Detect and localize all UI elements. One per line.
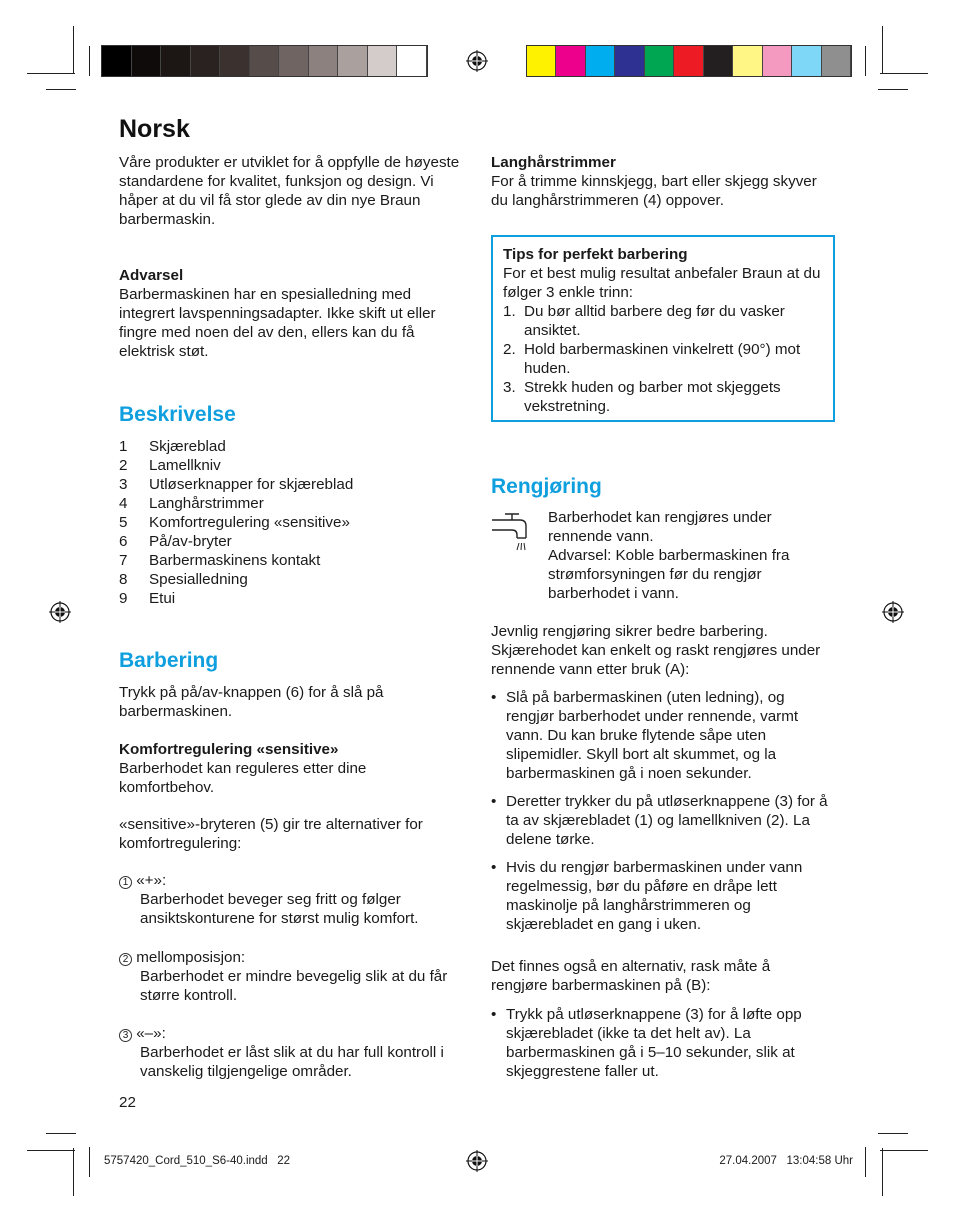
registration-mark-icon: [49, 601, 71, 623]
list-item: [119, 551, 459, 570]
barbering-text: Trykk på på/av-knappen (6) for å slå på barbermaskinen.: [119, 684, 384, 720]
list-item: [491, 1005, 836, 1081]
option-text: Barberhodet beveger seg fritt og følger ansiktskonturene for størst mulig komfort.: [140, 891, 419, 927]
rengjoring-para1: Jevnlig rengjøring sikrer bedre barbering. Skjærehodet kan enkelt og raskt rengjøres under rennende vann etter bruk (A):: [491, 623, 821, 678]
bullet-list-a: [491, 688, 836, 943]
item-number: 1: [119, 438, 128, 455]
rengjoring-icon-text: [548, 508, 828, 603]
item-label: Skjæreblad: [149, 438, 226, 455]
option-text: Barberhodet er låst slik at du har full kontroll i vanskelig tilgjengelige områder.: [140, 1044, 444, 1080]
item-label: Barbermaskinens kontakt: [149, 552, 321, 569]
list-item: [491, 688, 836, 783]
water-tap-icon: [490, 510, 538, 554]
bullet-text: Slå på barbermaskinen (uten ledning), og rengjør barberhodet under rennende, varmt vann. Du kan bruke flytende såpe uten slipemidler. Skyll bort alt skummet, og la barbermaskinen gå i noen sekunder.: [506, 689, 799, 782]
registration-mark-icon: [882, 601, 904, 623]
gray-swatch: [309, 46, 339, 76]
item-label: Spesialledning: [149, 571, 248, 588]
intro-paragraph: Våre produkter er utviklet for å oppfylle de høyeste standardene for kvalitet, funksjon og design. Vi håper at du vil få stor glede av din nye Braun barbermaskin.: [119, 154, 460, 228]
bullet-icon: •: [491, 689, 497, 706]
color-swatch: [792, 46, 821, 76]
komfort-heading: Komfortregulering «sensitive»: [119, 741, 339, 758]
item-number: 3: [119, 476, 128, 493]
page-number: 22: [119, 1094, 136, 1111]
color-swatch: [615, 46, 644, 76]
comfort-option: [119, 1024, 464, 1081]
color-swatch: [763, 46, 792, 76]
list-item: [491, 792, 836, 849]
gray-swatch: [220, 46, 250, 76]
color-swatch: [556, 46, 585, 76]
color-swatch: [645, 46, 674, 76]
rengjoring-heading: Rengjøring: [491, 475, 602, 498]
bullet-icon: •: [491, 793, 497, 810]
bullet-text: Hvis du rengjør barbermaskinen under vann regelmessig, bør du påføre en dråpe lett maskinolje på langhårstrimmeren og skjærebladet en gang i uken.: [506, 859, 803, 933]
item-number: 6: [119, 533, 128, 550]
step-text: Hold barbermaskinen vinkelrett (90°) mot huden.: [524, 341, 801, 377]
step-text: Strekk huden og barber mot skjeggets vekstretning.: [524, 379, 781, 415]
list-item: [503, 340, 823, 378]
option-label: mellomposisjon:: [136, 949, 246, 966]
comfort-option: [119, 871, 464, 928]
list-item: [119, 437, 459, 456]
item-number: 4: [119, 495, 128, 512]
beskrivelse-heading: Beskrivelse: [119, 403, 236, 426]
footer-file-info: 5757420_Cord_510_S6-40.indd 22: [104, 1155, 291, 1167]
barbering-heading: Barbering: [119, 649, 219, 672]
footer-timestamp: 27.04.2007 13:04:58 Uhr: [719, 1155, 853, 1167]
item-number: 5: [119, 514, 128, 531]
gray-swatch: [161, 46, 191, 76]
gray-swatch: [102, 46, 132, 76]
item-number: 2: [119, 457, 128, 474]
page-title: Norsk: [119, 115, 190, 143]
list-item: [119, 494, 459, 513]
tips-box: [491, 235, 835, 422]
langhar-heading: Langhårstrimmer: [491, 154, 616, 171]
item-label: Lamellkniv: [149, 457, 221, 474]
gray-swatch: [397, 46, 427, 76]
step-text: Du bør alltid barbere deg før du vasker ansiktet.: [524, 303, 785, 339]
gray-swatch: [250, 46, 280, 76]
warning-text: Barbermaskinen har en spesialledning med integrert lavspenningsadapter. Ikke skift ut eller fingre med noen del av den, ellers kan du få elektrisk støt.: [119, 286, 436, 360]
step-number: 2.: [503, 341, 516, 358]
icon-warning: Advarsel: Koble barbermaskinen fra strømforsyningen før du rengjør barberhodet i vann.: [548, 547, 790, 602]
list-item: [503, 378, 823, 416]
bullet-text: Deretter trykker du på utløserknappene (3) for å ta av skjærebladet (1) og lamellkniven (2). La delene tørke.: [506, 793, 828, 848]
color-swatch: [822, 46, 851, 76]
list-item: [119, 570, 459, 589]
color-swatch: [527, 46, 556, 76]
icon-text: Barberhodet kan rengjøres under rennende vann.: [548, 509, 772, 545]
item-number: 9: [119, 590, 128, 607]
circled-number-one: 1: [119, 876, 132, 889]
parts-list: [119, 437, 459, 608]
bullet-icon: •: [491, 859, 497, 876]
item-number: 8: [119, 571, 128, 588]
item-label: Komfortregulering «sensitive»: [149, 514, 350, 531]
step-number: 1.: [503, 303, 516, 320]
registration-mark-icon: [466, 1150, 488, 1172]
rengjoring-para2: Det finnes også en alternativ, rask måte å rengjøre barbermaskinen på (B):: [491, 958, 771, 994]
list-item: [119, 589, 459, 608]
item-label: Langhårstrimmer: [149, 495, 264, 512]
gray-swatch: [279, 46, 309, 76]
option-text: Barberhodet er mindre bevegelig slik at du får større kontroll.: [140, 968, 448, 1004]
process-color-bar: [526, 45, 852, 77]
color-swatch: [704, 46, 733, 76]
list-item: [119, 513, 459, 532]
langhar-text: For å trimme kinnskjegg, bart eller skjegg skyver du langhårstrimmeren (4) oppover.: [491, 173, 817, 209]
tips-heading: Tips for perfekt barbering: [503, 246, 688, 263]
item-label: Utløserknapper for skjæreblad: [149, 476, 354, 493]
grayscale-color-bar: [101, 45, 428, 77]
gray-swatch: [191, 46, 221, 76]
warning-heading: Advarsel: [119, 267, 184, 284]
list-item: [491, 858, 836, 934]
circled-number-three: 3: [119, 1029, 132, 1042]
list-item: [119, 532, 459, 551]
registration-mark-icon: [466, 50, 488, 72]
gray-swatch: [132, 46, 162, 76]
option-label: «+»:: [136, 872, 167, 889]
option-label: «–»:: [136, 1025, 166, 1042]
bullet-icon: •: [491, 1006, 497, 1023]
step-number: 3.: [503, 379, 516, 396]
comfort-option: [119, 948, 464, 1005]
item-number: 7: [119, 552, 128, 569]
bullet-text: Trykk på utløserknappene (3) for å løfte opp skjærebladet (ikke ta det helt av). La barbermaskinen gå i 5–10 sekunder, slik at skjeggrestene faller ut.: [506, 1006, 802, 1080]
komfort-text: Barberhodet kan reguleres etter dine komfortbehov.: [119, 760, 367, 796]
bullet-list-b: [491, 1005, 836, 1090]
item-label: På/av-bryter: [149, 533, 232, 550]
list-item: [119, 456, 459, 475]
gray-swatch: [368, 46, 398, 76]
color-swatch: [733, 46, 762, 76]
gray-swatch: [338, 46, 368, 76]
sensitive-text: «sensitive»-bryteren (5) gir tre alternativer for komfortregulering:: [119, 816, 423, 852]
color-swatch: [586, 46, 615, 76]
list-item: [119, 475, 459, 494]
item-label: Etui: [149, 590, 176, 607]
list-item: [503, 302, 823, 340]
circled-number-two: 2: [119, 953, 132, 966]
tips-text: For et best mulig resultat anbefaler Braun at du følger 3 enkle trinn:: [503, 265, 821, 301]
color-swatch: [674, 46, 703, 76]
